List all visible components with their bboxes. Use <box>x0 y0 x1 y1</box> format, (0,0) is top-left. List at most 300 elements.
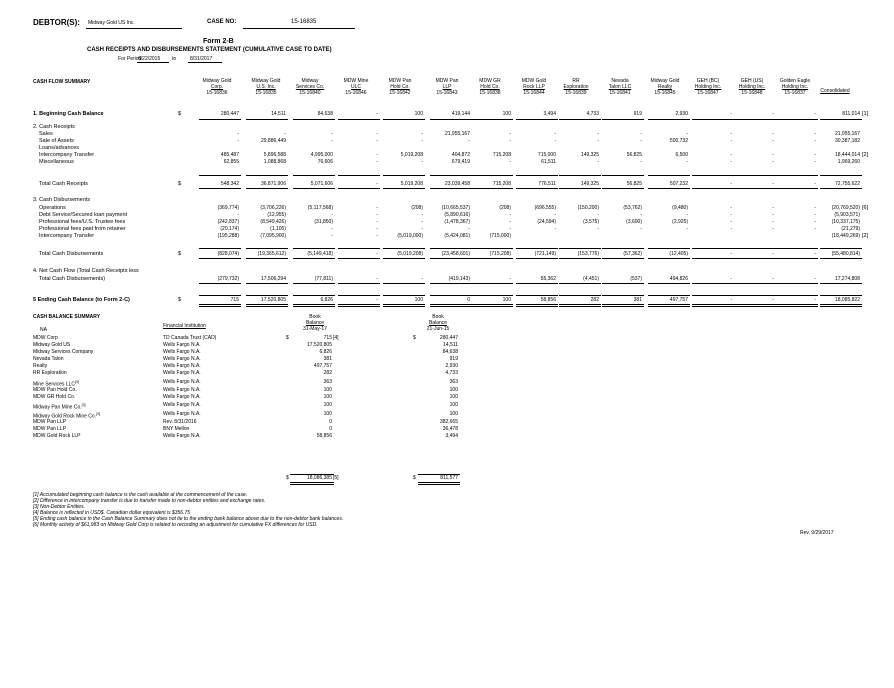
book-balance-may17: 100 <box>323 394 332 400</box>
column-header-line: 15-16844 <box>523 90 545 96</box>
value-cell: 5,071,606 <box>310 181 333 187</box>
value-cell: 14,511 <box>271 111 286 117</box>
value-cell: 21,955,167 <box>834 131 860 137</box>
value-cell: (5,149,418) <box>307 251 333 257</box>
value-cell: (1,478,367) <box>444 219 470 225</box>
value-cell: (715,000) <box>489 233 511 239</box>
value-cell: - <box>814 131 816 137</box>
balance-row <box>0 335 600 342</box>
value-cell: 4,995,000 <box>310 152 333 158</box>
column-header-line: GEH (US) <box>740 78 764 84</box>
value-cell: - <box>772 152 774 158</box>
value-cell: (208) <box>499 205 511 211</box>
value-cell: 5,019,208 <box>400 181 423 187</box>
value-cell: 6,500 <box>675 152 688 158</box>
value-cell: - <box>814 212 816 218</box>
book-balance-may17: 497,757 <box>313 363 332 369</box>
value-cell: (715,208) <box>489 251 511 257</box>
value-cell: - <box>509 131 511 137</box>
value-cell: (10,337,175) <box>831 219 860 225</box>
value-cell: - <box>554 131 556 137</box>
value-cell: - <box>686 159 688 165</box>
entity-name: MDW Pan LLP <box>33 419 67 425</box>
entity-name: Mine Services LLC <box>33 381 75 388</box>
value-cell: - <box>468 138 470 144</box>
value-cell: (7,095,900) <box>260 233 286 239</box>
value-cell: - <box>376 276 378 282</box>
value-cell: - <box>421 159 423 165</box>
total1-dollar: $ <box>286 475 289 481</box>
value-cell: - <box>772 219 774 225</box>
fi-header: Financial Institution <box>163 323 206 329</box>
cash-flow-summary-title: CASH FLOW SUMMARY <box>33 79 91 85</box>
value-cell: (419,143) <box>448 276 470 282</box>
book-balance-jun15: 4,733 <box>445 370 458 376</box>
value-cell: (696,555) <box>534 205 556 211</box>
column-header-line: Holding Inc. <box>738 84 766 90</box>
book-balance-may17: 715 <box>323 335 332 341</box>
book-balance-jun15: 100 <box>449 411 458 417</box>
value-cell: - <box>554 212 556 218</box>
row-note: [2] <box>862 233 869 239</box>
book-balance-note: [4] <box>333 335 339 341</box>
entity-name: Midway Services Company <box>33 349 94 355</box>
book-balance-jun15: 919 <box>449 356 458 362</box>
value-cell: 17,520,805 <box>260 297 286 303</box>
column-header-line: 15-16835 <box>255 90 277 96</box>
column-header-line: Midway Gold <box>202 78 232 84</box>
value-cell: - <box>421 138 423 144</box>
value-cell: - <box>421 212 423 218</box>
value-cell: (21,279) <box>841 226 860 232</box>
column-header-line: Hold Co. <box>480 84 500 90</box>
value-cell: 280,447 <box>220 111 239 117</box>
bank-name: Wells Fargo N.A. <box>163 379 201 385</box>
value-cell: (23,458,601) <box>441 251 470 257</box>
balance-row <box>0 394 600 401</box>
column-header-line: 15-16847 <box>697 90 719 96</box>
row-label: Intercompany Transfer <box>39 152 95 158</box>
entity-name: MDW Gold Rock LLP <box>33 433 81 439</box>
value-cell: (5,903,571) <box>834 212 860 218</box>
bank-name: Wells Fargo N.A. <box>163 394 201 400</box>
total2-dollar: $ <box>413 475 416 481</box>
column-header-line: 15-16848 <box>741 90 763 96</box>
balance-row <box>0 402 600 409</box>
book-balance-jun15: 84,638 <box>442 349 458 355</box>
value-cell: - <box>640 212 642 218</box>
value-cell: - <box>468 226 470 232</box>
value-cell: 811,014 <box>842 111 860 117</box>
value-cell: 56,825 <box>626 181 642 187</box>
value-cell: 5,896,588 <box>263 152 286 158</box>
column-header <box>193 78 241 96</box>
column-header-line: Exploration <box>563 84 589 90</box>
value-cell: 23,039,458 <box>444 181 470 187</box>
value-cell: - <box>640 226 642 232</box>
value-cell: (537) <box>630 276 642 282</box>
value-cell: (5,890,616) <box>444 212 470 218</box>
value-cell: (1,105) <box>270 226 286 232</box>
value-cell: - <box>331 233 333 239</box>
value-cell: - <box>814 219 816 225</box>
value-cell: (3,575) <box>583 219 599 225</box>
value-cell: - <box>772 226 774 232</box>
bank-name: Wells Fargo N.A. <box>163 411 201 417</box>
value-cell: 18,444,014 <box>834 152 860 158</box>
value-cell: 548,342 <box>220 181 239 187</box>
entity-name: Midway Gold US <box>33 342 71 348</box>
value-cell: - <box>772 276 774 282</box>
column-header-line: 15-16846 <box>345 90 367 96</box>
book1-header: Book Balance 31-May-17 <box>303 314 327 332</box>
value-cell: (53,762) <box>623 205 642 211</box>
row-label: Sale of Assets <box>39 138 74 144</box>
book1-total: 18,086,385 <box>306 475 332 481</box>
bank-name: Wells Fargo N.A. <box>163 363 201 369</box>
column-header-line: MDW Mine <box>343 78 369 84</box>
value-cell: 507,232 <box>669 181 688 187</box>
value-cell: 6,826 <box>320 297 333 303</box>
value-cell: 282 <box>590 297 599 303</box>
value-cell: 497,757 <box>669 297 688 303</box>
value-cell: 76,606 <box>317 159 333 165</box>
book2-total: 811,577 <box>440 475 458 481</box>
balance-row <box>0 363 600 370</box>
value-cell: (2,925) <box>672 219 688 225</box>
value-cell: - <box>421 276 423 282</box>
disbursements-header <box>0 197 894 205</box>
beginning-balance-row <box>0 111 894 119</box>
column-header-line: GEH (BC) <box>696 78 720 84</box>
value-cell: - <box>772 297 774 303</box>
value-cell: 0 <box>467 297 470 303</box>
value-cell: - <box>814 226 816 232</box>
value-cell: (55,480,814) <box>831 251 860 257</box>
value-cell: (3,600) <box>626 219 642 225</box>
column-header-line: Consolidated <box>820 88 850 94</box>
balance-row <box>0 433 600 440</box>
column-header-line: 15-16842 <box>389 90 411 96</box>
value-cell: - <box>237 212 239 218</box>
footnote-6: [6] Monthly activity of $61,983 on Midway Gold Corp is related to recording an adjustment for cumulative FX differences for USD. <box>33 522 318 528</box>
debtor-name: Midway Gold US Inc. <box>88 20 135 26</box>
case-number: 15-16835 <box>291 19 317 25</box>
value-cell: 381 <box>633 297 642 303</box>
book-balance-may17: 6,826 <box>319 349 332 355</box>
value-cell: - <box>772 138 774 144</box>
column-header-line: U.S. Inc. <box>256 84 276 90</box>
value-cell: - <box>772 111 774 117</box>
value-cell: - <box>376 152 378 158</box>
row-label: Debt Service/Secured loan payment <box>39 212 128 218</box>
value-cell: (3,706,226) <box>260 205 286 211</box>
value-cell: (4,451) <box>583 276 599 282</box>
book-balance-may17: 381 <box>323 356 332 362</box>
bank-name: Wells Fargo N.A. <box>163 370 201 376</box>
value-cell: (5,117,568) <box>307 205 333 211</box>
value-cell: - <box>376 251 378 257</box>
value-cell: - <box>376 205 378 211</box>
value-cell: - <box>772 131 774 137</box>
value-cell: (279,732) <box>217 276 239 282</box>
value-cell: (18,449,269) <box>831 233 860 239</box>
value-cell: - <box>730 138 732 144</box>
value-cell: 715,000 <box>537 152 556 158</box>
column-header-line: Midway <box>301 78 319 84</box>
value-cell: (10,665,537) <box>441 205 470 211</box>
column-header-line: RR <box>572 78 580 84</box>
value-cell: (9,480) <box>672 205 688 211</box>
entity-name: NA <box>40 327 47 333</box>
book-balance-jun15: 100 <box>449 402 458 408</box>
entity-name: RR Exploration <box>33 370 67 376</box>
value-cell: (369,774) <box>217 205 239 211</box>
book-balance-may17: 100 <box>323 387 332 393</box>
period-to: 8/31/2017 <box>190 56 213 62</box>
value-cell: - <box>814 297 816 303</box>
entity-name: MDW Pan LLP <box>33 426 67 432</box>
book-balance-jun15: 100 <box>449 394 458 400</box>
value-cell: 500,732 <box>669 138 688 144</box>
value-cell: - <box>772 159 774 165</box>
value-cell: - <box>686 212 688 218</box>
balance-row <box>0 342 600 349</box>
column-header-line: 15-16837 <box>784 90 806 96</box>
value-cell: 679,419 <box>451 159 470 165</box>
value-cell: - <box>237 138 239 144</box>
column-header-line: 15-16845 <box>654 90 676 96</box>
value-cell: - <box>597 226 599 232</box>
period-to-label: to <box>172 56 177 62</box>
entity-name: MDW GR Hold Co. <box>33 394 76 400</box>
value-cell: - <box>376 233 378 239</box>
balance-row <box>0 387 600 394</box>
value-cell: 100 <box>502 111 511 117</box>
value-cell: - <box>814 152 816 158</box>
value-cell: (8,549,426) <box>260 219 286 225</box>
column-header-line: 15-16840 <box>299 90 321 96</box>
value-cell: - <box>509 212 511 218</box>
value-cell: 919 <box>633 111 642 117</box>
value-cell: 1,969,260 <box>837 159 860 165</box>
value-cell: 1,088,868 <box>263 159 286 165</box>
value-cell: 100 <box>414 297 423 303</box>
dollar-sign: $ <box>178 181 182 187</box>
form-number: Form 2-B <box>203 38 234 45</box>
column-header <box>641 78 689 96</box>
value-cell: (31,850) <box>314 219 333 225</box>
value-cell: - <box>814 111 816 117</box>
value-cell: 485,487 <box>220 152 239 158</box>
dollar-sign: $ <box>413 335 416 341</box>
value-cell: - <box>376 131 378 137</box>
column-header <box>684 78 732 96</box>
balance-row <box>0 327 600 334</box>
value-cell: 149,325 <box>580 181 599 187</box>
case-label: CASE NO: <box>207 19 237 25</box>
column-header-line: Holding Inc. <box>694 84 722 90</box>
value-cell: (208) <box>411 205 423 211</box>
bank-name: Wells Fargo N.A. <box>163 402 201 408</box>
value-cell: (12,405) <box>669 251 688 257</box>
balance-row <box>0 356 600 363</box>
column-header-line: Services Co. <box>295 84 325 90</box>
period-label: For Period <box>118 56 142 62</box>
row-label: 5 Ending Cash Balance (to Form 2-C) <box>33 297 130 303</box>
book-balance-jun15: 36,478 <box>442 426 458 432</box>
value-cell: - <box>376 219 378 225</box>
value-cell: - <box>331 131 333 137</box>
column-header <box>423 78 471 96</box>
column-header-line: Golden Eagle <box>779 78 811 84</box>
column-header-line: MDW Pan <box>435 78 459 84</box>
footnote-1: [1] Accumulated beginning cash balance is the cash available at the commencement of the case. <box>33 492 248 498</box>
value-cell: 72,755,622 <box>834 181 860 187</box>
value-cell: (828,074) <box>217 251 239 257</box>
value-cell: 715,208 <box>492 152 511 158</box>
value-cell: 21,955,167 <box>444 131 470 137</box>
value-cell: - <box>331 138 333 144</box>
value-cell: - <box>421 219 423 225</box>
value-cell: - <box>331 212 333 218</box>
column-header-line: Talon LLC <box>608 84 632 90</box>
column-header-line: MDW Pan <box>388 78 412 84</box>
footnote-5: [5] Ending cash balance in the Cash Balance Summary does not tie to the ending bank balance above due to the non-debtor bank balances. <box>33 516 344 522</box>
value-cell: - <box>554 226 556 232</box>
book-balance-may17: 0 <box>329 419 332 425</box>
value-cell: - <box>376 212 378 218</box>
balance-row <box>0 426 600 433</box>
value-cell: - <box>509 226 511 232</box>
receipt-row <box>0 159 894 167</box>
value-cell: - <box>772 205 774 211</box>
footnote-3: [3] Non-Debtor Entities. <box>33 504 85 510</box>
value-cell: (77,811) <box>314 276 333 282</box>
column-header-line: Realty <box>657 84 673 90</box>
column-header-line: MDW GR <box>479 78 501 84</box>
entity-footnote-ref: [3] <box>96 412 100 416</box>
column-header-line: Hold Co. <box>390 84 410 90</box>
value-cell: 17,506,294 <box>260 276 286 282</box>
statement-title: CASH RECEIPTS AND DISBURSEMENTS STATEMENT (CUMULATIVE CASE TO DATE) <box>87 47 332 53</box>
value-cell: 58,856 <box>540 297 556 303</box>
balance-row <box>0 370 600 377</box>
value-cell: - <box>421 131 423 137</box>
balance-row <box>0 419 600 426</box>
book-balance-may17: 17,520,805 <box>306 342 332 348</box>
value-cell: 419,144 <box>451 111 470 117</box>
value-cell: (150,200) <box>577 205 599 211</box>
bank-name: Wells Fargo N.A. <box>163 356 201 362</box>
value-cell: - <box>376 111 378 117</box>
value-cell: - <box>730 131 732 137</box>
value-cell: - <box>730 159 732 165</box>
bank-name: BNY Mellon <box>163 426 190 432</box>
book1-total-note: [5] <box>333 475 339 481</box>
dollar-sign: $ <box>178 297 182 303</box>
value-cell: - <box>597 138 599 144</box>
column-header <box>376 78 424 96</box>
value-cell: 56,825 <box>626 152 642 158</box>
row-label: Total Cash Receipts <box>39 181 88 187</box>
entity-name: MDW Corp <box>33 335 58 341</box>
disbursement-row <box>0 233 894 241</box>
value-cell: - <box>554 138 556 144</box>
value-cell: - <box>814 159 816 165</box>
value-cell: 18,085,822 <box>834 297 860 303</box>
column-header-line: MDW Gold <box>521 78 547 84</box>
value-cell: - <box>730 297 732 303</box>
value-cell: 715 <box>230 297 239 303</box>
net-cash-flow-label <box>0 268 894 276</box>
value-cell: - <box>284 131 286 137</box>
row-label: 2. Cash Receipts <box>33 124 75 130</box>
column-header <box>728 78 776 96</box>
value-cell: 61,511 <box>541 159 556 165</box>
value-cell: (20,769,520) <box>831 205 860 211</box>
value-cell: - <box>509 276 511 282</box>
bank-name: TD Canada Trust (CAD) <box>163 335 217 341</box>
column-header-line: 15-16836 <box>206 90 228 96</box>
row-label: Operations <box>39 205 66 211</box>
entity-cell <box>33 402 86 411</box>
column-header-line: 15-16838 <box>479 90 501 96</box>
value-cell: - <box>730 219 732 225</box>
debtor-label: DEBTOR(S): <box>33 18 80 27</box>
value-cell: - <box>730 251 732 257</box>
entity-footnote-ref: [3] <box>81 403 86 407</box>
value-cell: - <box>814 181 816 187</box>
value-cell: 149,325 <box>580 152 599 158</box>
value-cell: 29,886,449 <box>260 138 286 144</box>
value-cell: (242,837) <box>217 219 239 225</box>
dollar-sign: $ <box>178 111 182 117</box>
book-balance-may17: 282 <box>323 370 332 376</box>
value-cell: (20,174) <box>220 226 239 232</box>
column-header-line: 15-16839 <box>565 90 587 96</box>
book-balance-jun15: 2,930 <box>445 363 458 369</box>
cash-balance-summary-title: CASH BALANCE SUMMARY <box>33 314 101 320</box>
value-cell: 100 <box>414 111 423 117</box>
value-cell: - <box>509 138 511 144</box>
bank-name: Wells Fargo N.A. <box>163 387 201 393</box>
book-balance-may17: 100 <box>323 411 332 417</box>
column-header-line: Holding Inc. <box>781 84 809 90</box>
value-cell: - <box>730 205 732 211</box>
value-cell: (19,365,612) <box>257 251 286 257</box>
value-cell: (5,019,000) <box>397 233 423 239</box>
value-cell: 2,930 <box>675 111 688 117</box>
column-header-line: Midway Gold <box>650 78 680 84</box>
column-header-line: ULC <box>350 84 361 90</box>
value-cell: 55,362 <box>540 276 556 282</box>
row-note: [2] <box>862 152 869 158</box>
value-cell: - <box>376 159 378 165</box>
book-balance-may17: 0 <box>329 426 332 432</box>
book-balance-jun15: 100 <box>449 387 458 393</box>
value-cell: - <box>597 212 599 218</box>
value-cell: - <box>772 251 774 257</box>
balance-row <box>0 379 600 386</box>
value-cell: - <box>597 131 599 137</box>
period-from: 6/22/2015 <box>138 56 161 62</box>
column-header <box>286 78 334 96</box>
row-note: [1] <box>862 111 869 117</box>
entity-name: Midway Pan Mine Co. <box>33 404 82 411</box>
footnote-4: [4] Balance is reflected in USD$. Canadian dollar equivalent is $356.75 <box>33 510 191 516</box>
value-cell: - <box>237 131 239 137</box>
